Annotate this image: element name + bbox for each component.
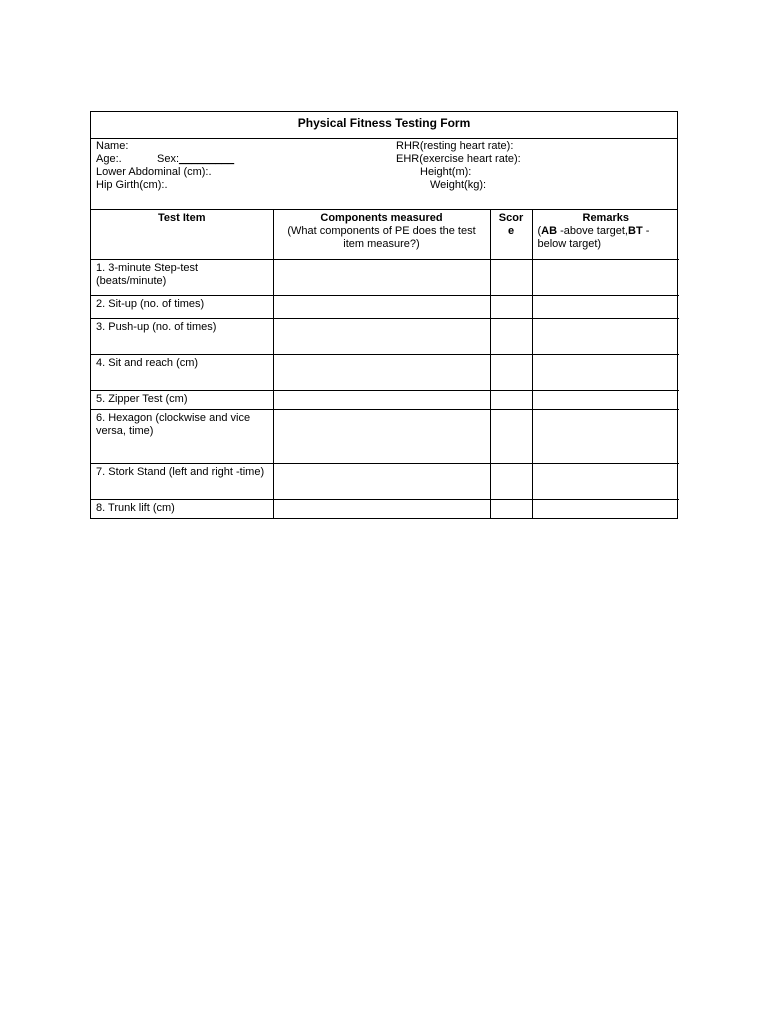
score-cell[interactable] xyxy=(490,318,532,354)
remarks-cell[interactable] xyxy=(532,499,679,518)
lower-abdominal-field[interactable]: Lower Abdominal (cm):. xyxy=(96,166,212,178)
personal-info-section xyxy=(91,139,677,210)
test-item-header: Test Item xyxy=(91,210,273,259)
score-cell[interactable] xyxy=(490,499,532,518)
components-cell[interactable] xyxy=(273,295,490,318)
remarks-cell[interactable] xyxy=(532,259,679,295)
score-cell[interactable] xyxy=(490,295,532,318)
components-cell[interactable] xyxy=(273,318,490,354)
score-cell[interactable] xyxy=(490,354,532,390)
test-item-cell: 8. Trunk lift (cm) xyxy=(91,499,273,518)
hip-girth-field[interactable]: Hip Girth(cm):. xyxy=(96,179,168,191)
score-cell[interactable] xyxy=(490,463,532,499)
remarks-header: Remarks (AB -above target,BT - below target) xyxy=(532,210,679,259)
remarks-cell[interactable] xyxy=(532,354,679,390)
test-table xyxy=(91,210,679,518)
remarks-cell[interactable] xyxy=(532,409,679,463)
remarks-cell[interactable] xyxy=(532,463,679,499)
test-item-cell: 5. Zipper Test (cm) xyxy=(91,390,273,409)
table-row xyxy=(91,318,679,354)
remarks-cell[interactable] xyxy=(532,318,679,354)
table-row xyxy=(91,259,679,295)
components-header: Components measured (What components of PE does the test item measure?) xyxy=(273,210,490,259)
test-item-cell: 6. Hexagon (clockwise and vice versa, time) xyxy=(91,409,273,463)
score-cell[interactable] xyxy=(490,390,532,409)
sex-blank: _________ xyxy=(179,153,235,165)
table-header-row xyxy=(91,210,679,259)
rhr-field[interactable]: RHR(resting heart rate): xyxy=(396,140,514,152)
components-cell[interactable] xyxy=(273,259,490,295)
components-cell[interactable] xyxy=(273,390,490,409)
test-item-cell: 7. Stork Stand (left and right -time) xyxy=(91,463,273,499)
score-cell[interactable] xyxy=(490,259,532,295)
table-row xyxy=(91,409,679,463)
score-header: Scor e xyxy=(490,210,532,259)
age-field[interactable]: Age:. xyxy=(96,153,122,165)
name-field[interactable]: Name: xyxy=(96,140,129,152)
test-item-cell: 1. 3-minute Step-test (beats/minute) xyxy=(91,259,273,295)
remarks-cell[interactable] xyxy=(532,390,679,409)
sex-label: Sex: xyxy=(157,153,180,165)
components-cell[interactable] xyxy=(273,409,490,463)
remarks-cell[interactable] xyxy=(532,295,679,318)
fitness-testing-form xyxy=(90,111,678,519)
test-item-cell: 3. Push-up (no. of times) xyxy=(91,318,273,354)
components-cell[interactable] xyxy=(273,499,490,518)
components-cell[interactable] xyxy=(273,463,490,499)
test-item-cell: 2. Sit-up (no. of times) xyxy=(91,295,273,318)
table-row xyxy=(91,499,679,518)
table-row xyxy=(91,295,679,318)
score-cell[interactable] xyxy=(490,409,532,463)
table-row xyxy=(91,354,679,390)
test-item-cell: 4. Sit and reach (cm) xyxy=(91,354,273,390)
ehr-field[interactable]: EHR(exercise heart rate): xyxy=(396,153,521,165)
components-cell[interactable] xyxy=(273,354,490,390)
table-row xyxy=(91,463,679,499)
weight-field[interactable]: Weight(kg): xyxy=(430,179,487,191)
form-title: Physical Fitness Testing Form xyxy=(91,112,677,139)
sex-field[interactable] xyxy=(157,153,234,167)
table-row xyxy=(91,390,679,409)
height-field[interactable]: Height(m): xyxy=(420,166,472,178)
